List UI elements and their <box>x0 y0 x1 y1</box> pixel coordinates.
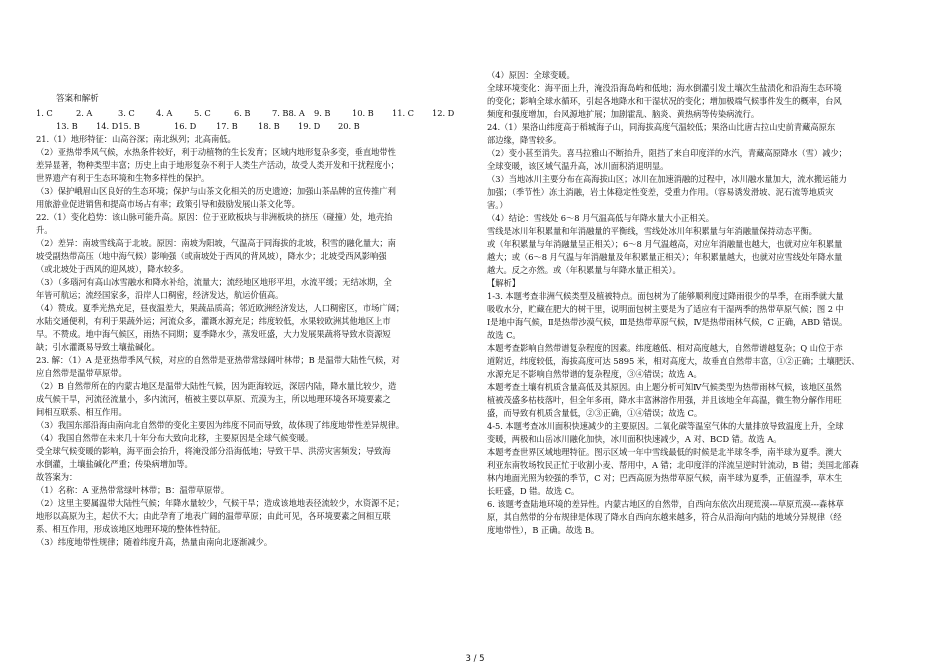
text-line: 地形以高原为主，起伏不大；由此孕育了地表广阔的温带草原；由此可见，各环境要素之间相互联 <box>36 511 391 521</box>
text-line: 越大；或（6～8 月气温与年消融量及年积累量正相关）；年积累量越大，也就对应雪线处年降水量 <box>487 252 843 262</box>
text-line: 盛，而导致有机质含量低，②③正确，①④错误；故选 C。 <box>487 408 703 418</box>
text-line: 早。不赞成。地中海气候区，雨热不同期；夏季降水少，蒸发旺盛，大力发展果蔬将导致水资源短 <box>36 329 391 339</box>
text-line: 全球环境变化：海平面上升，淹没沿海岛屿和低地；海水倒灌引发土壤次生盐渍化和沿海生态环境 <box>487 83 842 93</box>
text-line: （3）当地冰川主要分布在高海拔山区；冰川在加速消融的过程中，冰川融水量加大，流水搬运能力 <box>487 174 847 184</box>
answer-item: 4. A <box>156 108 173 118</box>
text-line: 越大。反之亦然。或（年积累量与年降水量正相关）。 <box>487 265 681 275</box>
text-line: （1）名称：A 亚热带常绿叶林带；B：温带草原带。 <box>36 485 229 495</box>
answer-item: 2. A <box>76 108 93 118</box>
answer-item: 17. B <box>216 121 238 131</box>
answer-item: 1. C <box>36 108 53 118</box>
text-line: 22.（1）变化趋势：该山脉可能升高。原因：位于亚欧板块与非洲板块的挤压（碰撞）处，地壳抬 <box>36 212 393 222</box>
text-line: （3）纬度地带性规律；随着纬度升高，热量由南向北逐渐减少。 <box>36 537 273 547</box>
text-line: 系、相互作用，形成该地区地理环境的整体性特征。 <box>36 524 226 534</box>
text-line: 加强；（季节性）冻土消融，岩土体稳定性变差，受重力作用。（容易诱发滑坡、泥石流等地质灾 <box>487 187 834 197</box>
text-line: 雪线是冰川年积累量和年消融量的平衡线，雪线处冰川年积累量与年消融量保持动态平衡。 <box>487 226 817 236</box>
text-line: 6. 该题考查陆地环境的差异性。内蒙古地区的自然带，自西向东依次出现荒漠---草原荒漠---森林草 <box>487 499 844 509</box>
text-line: 频度和强度增加，台风源地扩展；加剧霍乱、脑炎、黄热病等传染病流行。 <box>487 109 760 119</box>
text-line: 受全球气候变暖的影响，海平面会抬升，将淹没部分沿海低地；导致干旱、洪涝灾害频发；导致海 <box>36 446 391 456</box>
text-line: 24.（1）果洛山纬度高于稻城海子山，同海拔高度气温较低；果洛山比唐古拉山史前青藏高原东 <box>487 122 836 132</box>
text-line: 成气候干旱，河流径流量小，多内流河，植被主要以草原、荒漠为主，所以地理环境各环境要素之 <box>36 394 391 404</box>
text-line: 或（年积累量与年消融量呈正相关）；6～8 月气温越高，对应年消融量也越大，也就对应年积累量 <box>487 239 843 249</box>
text-line: 吸收水分，贮藏在肥大的树干里，说明面包树主要是为了适应有干湿两季的热带草原气候；图 2 中 <box>487 304 844 314</box>
text-line: 1-3. 本题考查非洲气候类型及植被特点。面包树为了能够顺利度过降雨很少的旱季，在雨季就大量 <box>487 291 844 301</box>
text-line: 升。 <box>36 225 53 235</box>
text-line: 水源充足不影响自然带谱的复杂程度，③④错误；故选 A。 <box>487 369 702 379</box>
text-line: 21.（1）地形特征：山高谷深；南北纵列；北高南低。 <box>36 134 236 144</box>
text-line: 本题考查世界区域地理特征。图示区域一年中雪线最低的时候是北半球冬季，南半球为夏季。澳大 <box>487 447 842 457</box>
text-line: 23. 解：（1）A 是亚热带季风气候，对应的自然带是亚热带常绿阔叶林带；B 是温带大陆性气候，对 <box>36 355 400 365</box>
answer-item: 6. B <box>234 108 251 118</box>
text-line: 全球变暖，该区域气温升高，冰川面积消退明显。 <box>487 161 669 171</box>
text-line: （3）保护峨眉山区良好的生态环境；保护与山茶文化相关的历史遗迹；加强山茶品牌的宣传推广利 <box>36 186 396 196</box>
answer-item: 11. C <box>392 108 414 118</box>
answer-item: 19. D <box>298 121 321 131</box>
text-line: （2）差异：南坡雪线高于北坡。原因：南坡为阳坡，气温高于同海拔的北坡，积雪的融化量大；南 <box>36 238 396 248</box>
text-line: （或北坡处于西风的迎风坡），降水较多。 <box>36 264 189 274</box>
answer-item: 7. B8. A <box>272 108 305 118</box>
text-line: 植被茂盛多枯枝落叶，但全年多雨，降水丰富淋溶作用强，并且该地全年高温，微生物分解作用旺 <box>487 395 842 405</box>
answer-item: 5. C <box>194 108 211 118</box>
answers-heading: 答案和解析 <box>56 94 99 104</box>
text-line: 故答案为： <box>36 472 78 482</box>
text-line: （2）B 自然带所在的内蒙古地区是温带大陆性气候，因为距海较远，深居内陆，降水量比较少，造 <box>36 381 397 391</box>
text-line: 应自然带是温带草原带。 <box>36 368 127 378</box>
answer-item: 10. B <box>352 108 374 118</box>
text-line: 长旺盛，D 错。故选 C。 <box>487 486 580 496</box>
answer-item: 9. B <box>314 108 331 118</box>
text-line: （2）变小甚至消失。喜马拉雅山不断抬升，阻挡了来自印度洋的水汽，青藏高原降水（雪）减少； <box>487 148 847 158</box>
text-line: （4）结论：雪线处 6～8 月气温高低与年降水量大小正相关。 <box>487 213 715 223</box>
text-line: 部边缘，降雪较多。 <box>487 135 562 145</box>
text-line: Ⅰ是地中海气候，Ⅱ是热带沙漠气候，Ⅲ是热带草原气候，Ⅳ是热带雨林气候，C 正确，ABD 错误。 <box>487 317 848 327</box>
answer-item: 3. C <box>118 108 135 118</box>
text-line: 变暖，两极和山岳冰川融化加快，冰川面积快速减少，A 对、BCD 错。故选 A。 <box>487 434 782 444</box>
text-line: 水倒灌，土壤盐碱化严重；传染病增加等。 <box>36 459 193 469</box>
text-line: 缺；引水灌溉易导致土壤盐碱化。 <box>36 342 160 352</box>
section-heading-analysis: 【解析】 <box>487 278 520 288</box>
text-line: 年皆可航运；流经国家多，沿岸人口稠密，经济发达，航运价值高。 <box>36 290 284 300</box>
text-line: 度地带性），B 正确。故选 B。 <box>487 525 600 535</box>
text-line: 用旅游业促进销售和提高市场占有率；政策引导和鼓励发展山茶文化等。 <box>36 199 300 209</box>
text-line: （4）我国自然带在未来几十年分布大致向北移，主要原因是全球气候变暖。 <box>36 433 314 443</box>
text-line: 的变化；影响全球水循环，引起各地降水和干湿状况的变化；增加极端气候事件发生的概率，台风 <box>487 96 842 106</box>
page-number: 3 / 5 <box>465 654 485 664</box>
answer-item: 13. B <box>56 121 78 131</box>
text-line: 本题考查影响自然带谱复杂程度的因素。纬度越低、相对高度越大，自然带谱越复杂；Q 山位于赤 <box>487 343 843 353</box>
text-line: （2）亚热带季风气候，水热条件较好，利于动植物的生长发育；区域内地形复杂多变，垂直地带性 <box>36 147 396 157</box>
answer-item: 12. D <box>432 108 455 118</box>
text-line: （2）这里主要属温带大陆性气候；年降水量较少，气候干旱；造成该地地表径流较少，水资源不足； <box>36 498 405 508</box>
text-line: 差异显著，物种类型丰富；历史上由于地形复杂不利于人类生产活动，故受人类开发和干扰程度小； <box>36 160 399 170</box>
text-line: 道附近，纬度较低，海拔高度可达 5895 米，相对高度大，故垂直自然带丰富，①②正确；土壤肥沃、 <box>487 356 860 366</box>
text-line: 水陆交通便利，有利于果蔬外运；河流众多，灌溉水源充足；纬度较低，水果较欧洲其他地区上市 <box>36 316 391 326</box>
answer-item: 18. B <box>258 121 280 131</box>
text-line: 利亚东南牧场牧民正忙于收割小麦、帮用中，A 错；北印度洋的洋流呈逆时针流动，B 错；美国北部森 <box>487 460 859 470</box>
answer-item: 20. B <box>338 121 360 131</box>
text-line: 原，其自然带的分布规律是体现了降水自西向东越来越多，符合从沿海向内陆的地域分异规律（经 <box>487 512 842 522</box>
text-line: （3）我国东部沿海由南向北自然带的变化主要因为纬度不同而导致，故体现了纬度地带性差异规律。 <box>36 420 405 430</box>
text-line: （4）原因：全球变暖。 <box>487 70 575 80</box>
text-line: 4-5. 本题考查冰川面积快速减少的主要原因。二氧化碳等温室气体的大量排放导致温度上升，全球 <box>487 421 844 431</box>
text-line: （3）（多瑙河有高山冰雪融水和降水补给，流量大；流经地区地形平坦，水流平缓；无结冰期，全 <box>36 277 392 287</box>
text-line: 间相互联系、相互作用。 <box>36 407 127 417</box>
text-line: 坡受副热带高压（地中海气候）影响强（或南坡处于西风的背风坡），降水少；北坡受西风影响强 <box>36 251 387 261</box>
text-line: （4）赞成。夏季光热充足，昼夜温差大，果蔬品质高；邻近欧洲经济发达，人口稠密区，市场广阔； <box>36 303 405 313</box>
answer-item: 14. D15. B <box>96 121 140 131</box>
text-line: 本题考查土壤有机质含量高低及其原因。由上题分析可知Ⅳ气候类型为热带雨林气候，该地区虽然 <box>487 382 842 392</box>
text-line: 林内地面光照为较强的季节，C 对；巴西高原为热带草原气候，南半球为夏季，正值湿季，草木生 <box>487 473 843 483</box>
answer-item: 16. D <box>174 121 197 131</box>
text-line: 世界遗产有利于生态环境和生物多样性的保护。 <box>36 173 210 183</box>
text-line: 故选 C。 <box>487 330 521 340</box>
text-line: 害。） <box>487 200 508 210</box>
